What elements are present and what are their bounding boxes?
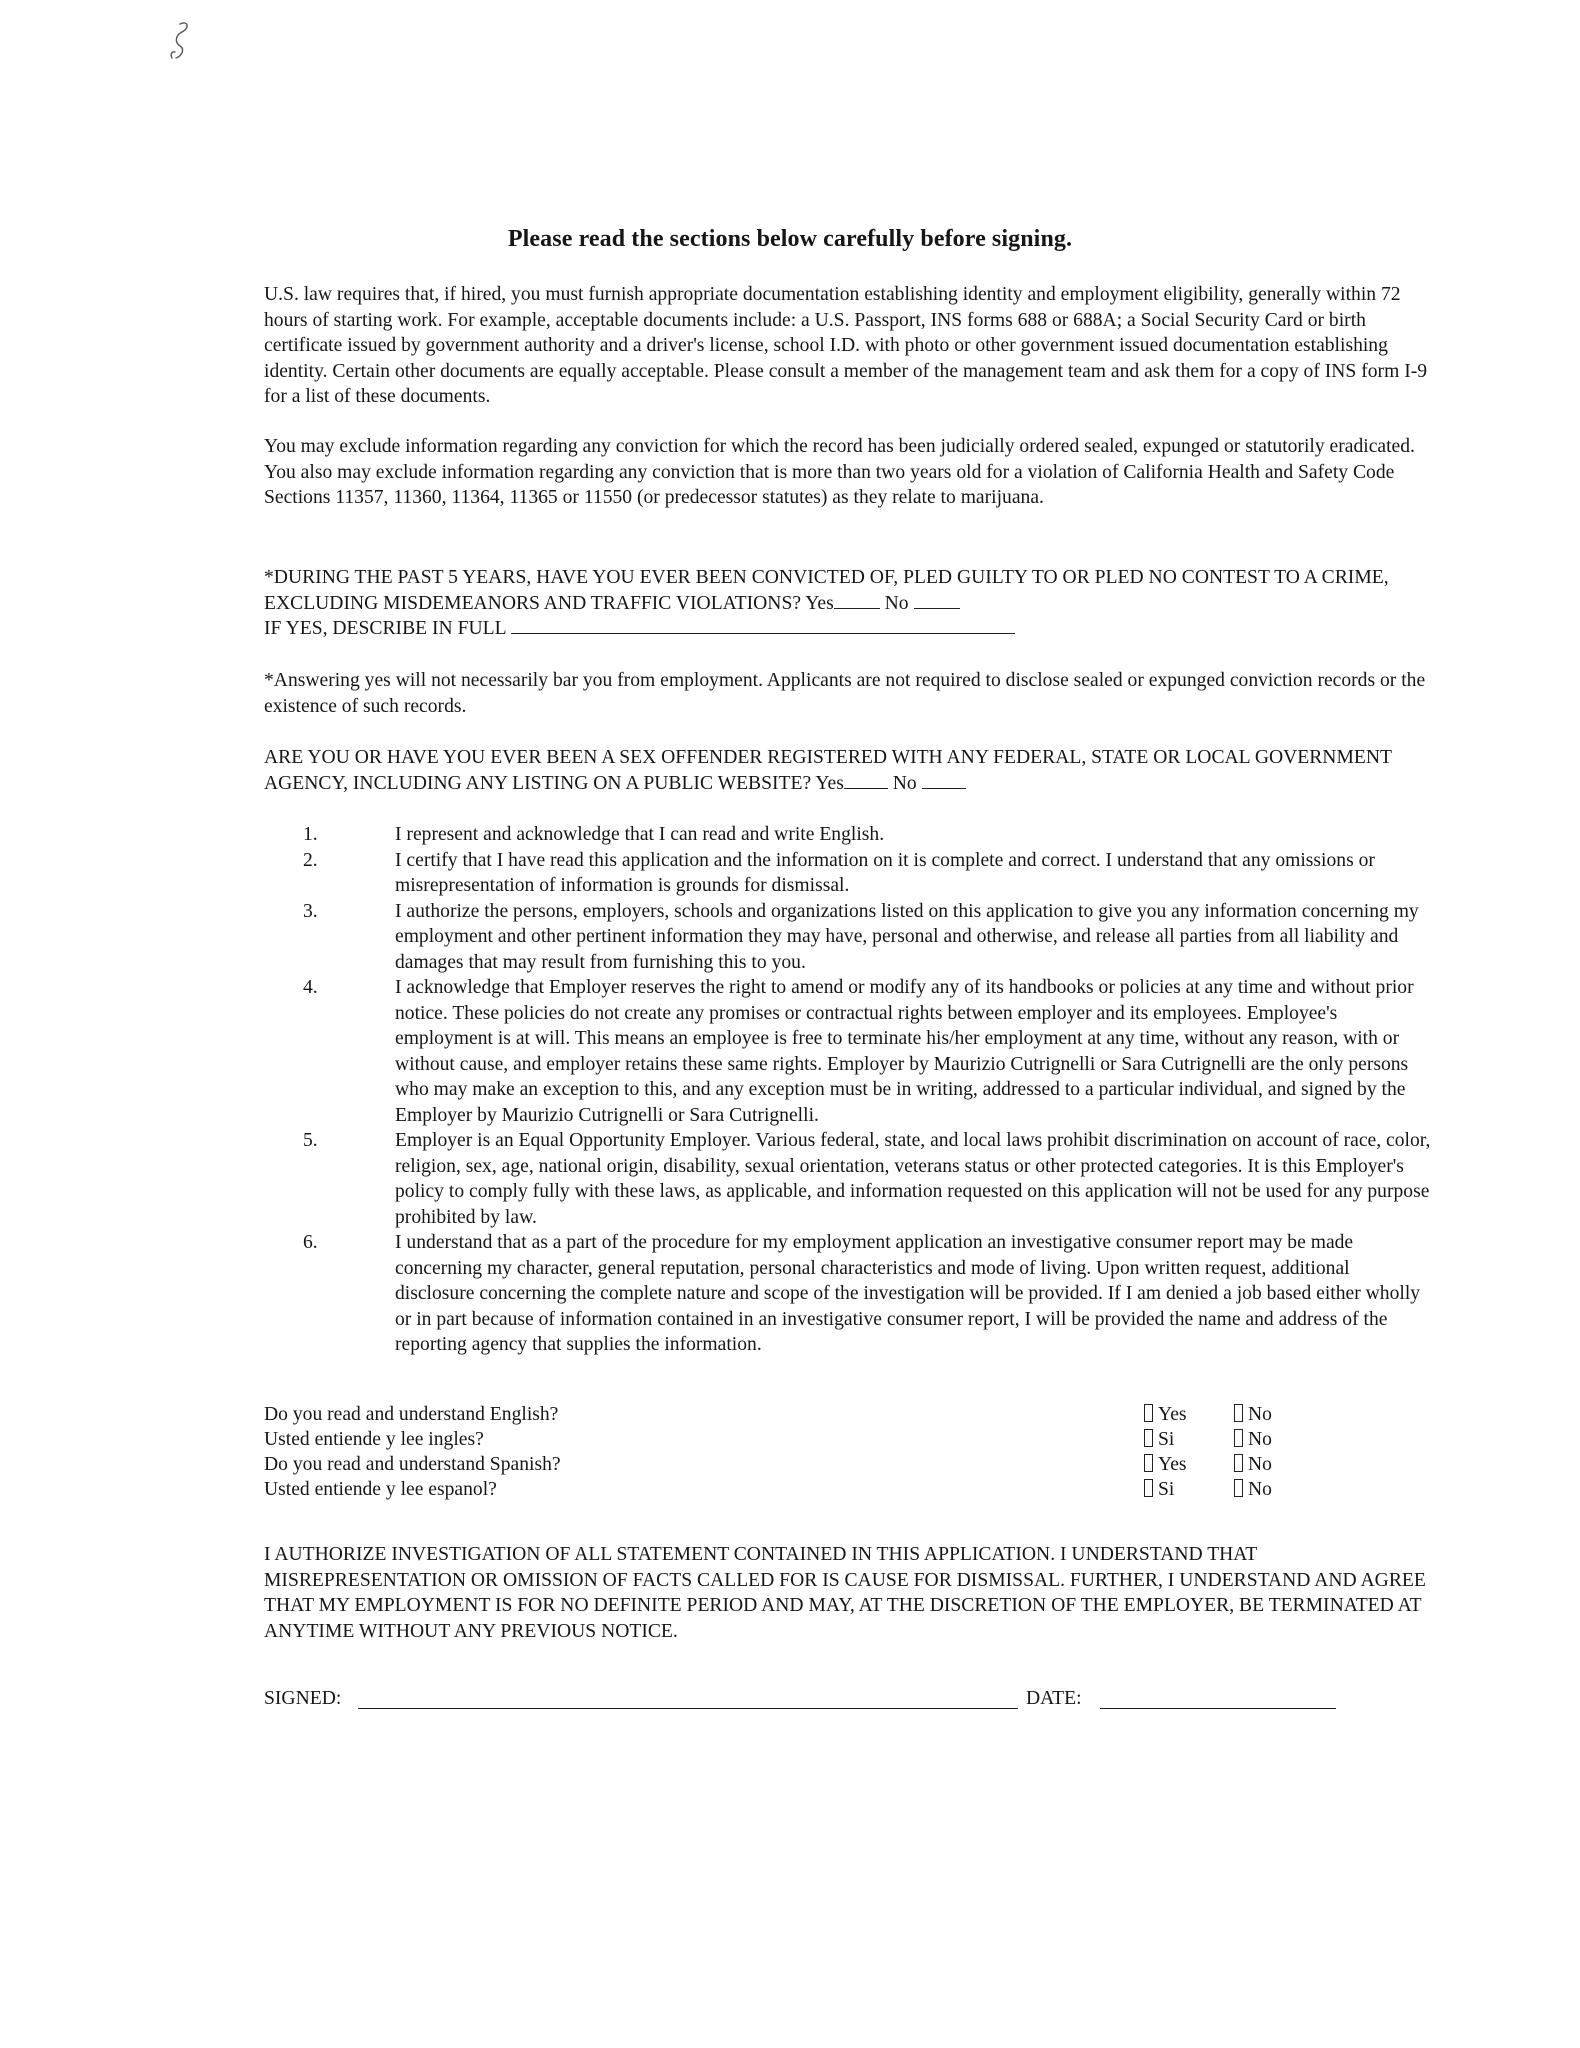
option-label: Si [1158,1479,1175,1500]
language-row-ingles [264,1429,1424,1454]
authorization-paragraph [264,1542,1444,1644]
authorization-text: I AUTHORIZE INVESTIGATION OF ALL STATEMENT CONTAINED IN THIS APPLICATION. I UNDERSTAND THAT MISREPRESENTATION OR OMISSION OF FACTS CALLED FOR IS CAUSE FOR DISMISSAL. FURTHER, I UNDERSTAND AND AGREE THAT MY EMPLOYMENT IS FOR NO DEFINITE PERIOD AND MAY, AT THE DISCRETION OF THE EMPLOYER, BE TERMINATED AT ANYTIME WITHOUT ANY PREVIOUS NOTICE. [264,1544,1426,1642]
sex-offender-question [264,745,1434,796]
option-label: No [1248,1454,1272,1475]
list-item [303,822,1433,848]
option-label: No [1248,1429,1272,1450]
describe-row [264,616,1434,642]
language-question: Do you read and understand Spanish? [264,1454,561,1475]
conviction-yes-label: Yes [805,592,834,614]
list-item [303,1128,1433,1230]
list-item [303,1230,1433,1358]
option-label: Yes [1158,1404,1187,1425]
list-item [303,899,1433,976]
language-question: Do you read and understand English? [264,1404,559,1425]
list-item-text: I represent and acknowledge that I can read and write English. [395,824,885,845]
option-label: Yes [1158,1454,1187,1475]
sex-offender-yes-blank[interactable] [844,772,888,789]
signed-label: SIGNED: [264,1688,342,1709]
describe-blank[interactable] [511,617,1015,634]
conviction-question-text: *DURING THE PAST 5 YEARS, HAVE YOU EVER BEEN CONVICTED OF, PLED GUILTY TO OR PLED NO CONTEST TO A CRIME, EXCLUDING MISDEMEANORS AND TRAFFIC VIOLATIONS? [264,567,1389,614]
english-no-option[interactable] [1234,1404,1272,1426]
sex-offender-question-block [264,745,1434,796]
footnote-text: *Answering yes will not necessarily bar you from employment. Applicants are not required to disclose sealed or expunged conviction records or the existence of such records. [264,670,1426,717]
checkbox-icon[interactable] [1234,1404,1243,1422]
ingles-si-option[interactable] [1144,1429,1174,1451]
sex-offender-no-blank[interactable] [922,772,966,789]
sex-offender-question-text: ARE YOU OR HAVE YOU EVER BEEN A SEX OFFENDER REGISTERED WITH ANY FEDERAL, STATE OR LOCAL GOVERNMENT AGENCY, INCLUDING ANY LISTING ON A PUBLIC WEBSITE? [264,747,1392,794]
conviction-exclusion-text: You may exclude information regarding any conviction for which the record has been judicially ordered sealed, expunged or statutorily eradicated. You also may exclude information regarding any conviction that is more than two years old for a violation of California Health and Safety Code Sections 11357, 11360, 11364, 11365 or 11550 (or predecessor statutes) as they relate to marijuana. [264,436,1415,508]
espanol-si-option[interactable] [1144,1479,1174,1501]
list-item-number: 6. [303,1232,318,1253]
list-item-number: 5. [303,1130,318,1151]
page-title: Please read the sections below carefully before signing. [507,226,1073,252]
conviction-no-blank[interactable] [914,592,960,609]
language-question: Usted entiende y lee ingles? [264,1429,484,1450]
list-item-number: 3. [303,900,318,922]
checkbox-icon[interactable] [1144,1404,1153,1422]
list-item-text: I acknowledge that Employer reserves the right to amend or modify any of its handbooks or policies at any time and without prior notice. These policies do not create any promises or contractual rights between employer and its employees. Employee's employment is at will. This means an employee is free to terminate his/her employment at any time, without any reason, with or without cause, and employer retains these same rights. Employer by Maurizio Cutrignelli or Sara Cutrignelli are the only persons who may make an exception to this, and any exception must be in writing, addressed to a particular individual, and signed by the Employer by Maurizio Cutrignelli or Sara Cutrignelli. [395,977,1414,1126]
list-item-number: 4. [303,977,318,998]
option-label: No [1248,1404,1272,1425]
espanol-no-option[interactable] [1234,1479,1272,1501]
checkbox-icon[interactable] [1234,1454,1243,1472]
list-item-text: I understand that as a part of the procedure for my employment application an investigative consumer report may be made concerning my character, general reputation, personal characteristics and mode of living. Upon written request, additional disclosure concerning the complete nature and scope of the investigation will be provided. If I am denied a job based either wholly or in part because of information contained in an investigative consumer report, I will be provided the name and address of the reporting agency that supplies the information. [395,1232,1421,1355]
option-label: No [1248,1479,1272,1500]
conviction-yes-blank[interactable] [834,592,880,609]
list-item-number: 1. [303,824,318,845]
conviction-no-label: No [884,592,909,614]
checkbox-icon[interactable] [1234,1429,1243,1447]
sex-offender-no-label: No [892,772,917,794]
sex-offender-yes-label: Yes [815,772,844,794]
describe-label: IF YES, DESCRIBE IN FULL [264,618,506,639]
documentation-text: U.S. law requires that, if hired, you must furnish appropriate documentation establishing identity and employment eligibility, generally within 72 hours of starting work. For example, acceptable documents include: a U.S. Passport, INS forms 688 or 688A; a Social Security Card or birth certificate issued by government authority and a driver's license, school I.D. with photo or other government issued documentation establishing identity. Certain other documents are equally acceptable. Please consult a member of the management team and ask them for a copy of INS form I-9 for a list of these documents. [264,284,1428,407]
language-question: Usted entiende y lee espanol? [264,1479,497,1500]
list-item [303,848,1433,899]
list-item-text: Employer is an Equal Opportunity Employer. Various federal, state, and local laws prohibit discrimination on account of race, color, religion, sex, age, national origin, disability, sexual orientation, veterans status or other protected categories. It is this Employer's policy to comply fully with these laws, as applicable, and information requested on this application will not be used for any purpose prohibited by law. [395,1130,1431,1228]
pen-mark-icon [166,18,200,64]
ingles-no-option[interactable] [1234,1429,1272,1451]
checkbox-icon[interactable] [1144,1479,1153,1497]
list-item [303,975,1433,1128]
list-item-text: I authorize the persons, employers, schools and organizations listed on this application to give you any information concerning my employment and other pertinent information they may have, personal and otherwise, and release all parties from all liability and damages that may result from furnishing this to you. [395,900,1419,973]
english-yes-option[interactable] [1144,1404,1187,1426]
spanish-no-option[interactable] [1234,1454,1272,1476]
footnote-paragraph [264,668,1434,719]
list-item-number: 2. [303,849,318,871]
date-label: DATE: [1026,1688,1082,1709]
conviction-question-block [264,565,1434,642]
language-row-spanish [264,1454,1424,1479]
conviction-question [264,565,1434,616]
language-row-english [264,1404,1424,1429]
signature-line[interactable] [358,1708,1018,1709]
checkbox-icon[interactable] [1144,1429,1153,1447]
list-item-text: I certify that I have read this application and the information on it is complete and correct. I understand that any omissions or misrepresentation of information is grounds for dismissal. [395,849,1375,896]
checkbox-icon[interactable] [1144,1454,1153,1472]
language-row-espanol [264,1479,1424,1504]
date-line[interactable] [1100,1708,1336,1709]
documentation-paragraph [264,282,1434,410]
option-label: Si [1158,1429,1175,1450]
conviction-exclusion-paragraph [264,434,1434,511]
spanish-yes-option[interactable] [1144,1454,1187,1476]
statement-list [303,822,1433,1358]
checkbox-icon[interactable] [1234,1479,1243,1497]
